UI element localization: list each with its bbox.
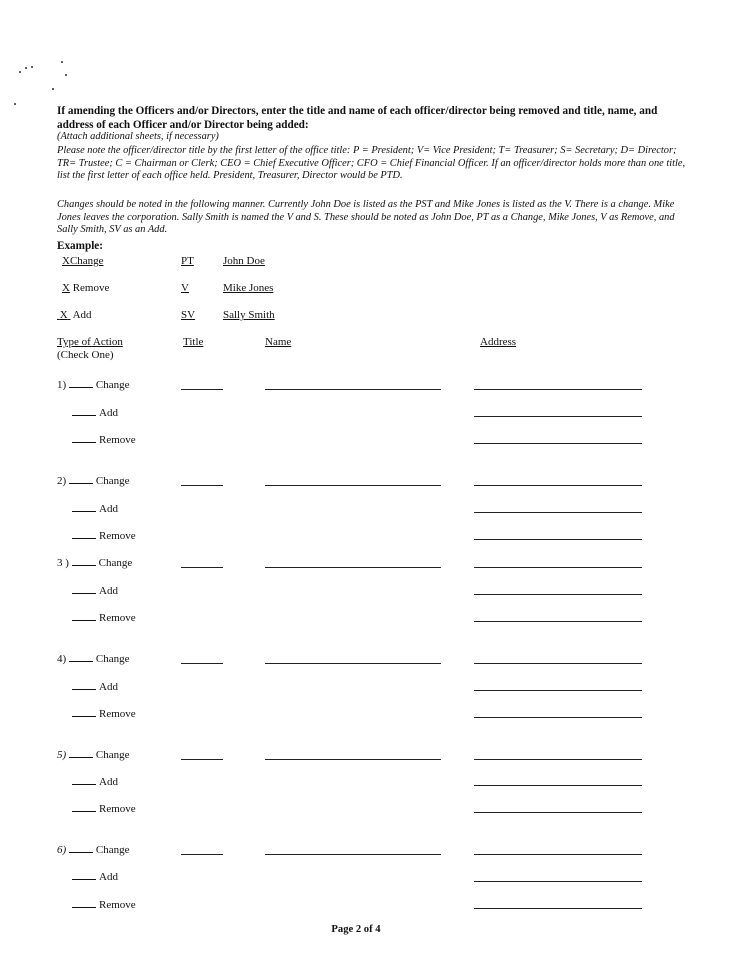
entry-number: 6) (57, 844, 67, 856)
change-checkbox-blank[interactable] (72, 555, 96, 566)
title-field[interactable] (181, 485, 223, 486)
scan-speck (25, 67, 27, 69)
example-row-add (57, 309, 92, 321)
change-label: Change (95, 475, 130, 487)
entry-number: 3 ) (57, 557, 69, 569)
scan-speck (52, 88, 54, 90)
entry-add-row (72, 679, 118, 693)
example-check-mark: X (62, 282, 70, 294)
header-address: Address (480, 336, 517, 348)
entry-number: 2) (57, 475, 67, 487)
scan-speck (65, 74, 67, 76)
change-checkbox-blank[interactable] (69, 651, 93, 662)
address-field-line-1[interactable] (474, 854, 642, 855)
name-field[interactable] (265, 485, 441, 486)
address-field-line-3[interactable] (474, 539, 642, 540)
add-label: Add (99, 585, 118, 597)
entry-remove-row (72, 706, 136, 720)
change-checkbox-blank[interactable] (69, 473, 93, 484)
entry-number: 5) (57, 749, 67, 761)
add-label: Add (99, 776, 118, 788)
remove-checkbox-blank[interactable] (72, 528, 96, 539)
example-label: Example: (57, 240, 103, 252)
change-label: Change (95, 749, 130, 761)
page-number: Page 2 of 4 (331, 924, 381, 935)
address-field-line-1[interactable] (474, 759, 642, 760)
address-field-line-2[interactable] (474, 512, 642, 513)
remove-label: Remove (99, 803, 136, 815)
address-field-line-2[interactable] (474, 690, 642, 691)
remove-checkbox-blank[interactable] (72, 706, 96, 717)
example-row-remove (62, 282, 109, 294)
remove-checkbox-blank[interactable] (72, 432, 96, 443)
address-field-line-1[interactable] (474, 567, 642, 568)
header-name: Name (265, 336, 292, 348)
add-checkbox-blank[interactable] (72, 774, 96, 785)
name-field[interactable] (265, 389, 441, 390)
entry-add-row (72, 869, 118, 883)
address-field-line-1[interactable] (474, 485, 642, 486)
address-field-line-3[interactable] (474, 717, 642, 718)
entry-remove-row (72, 528, 136, 542)
changes-instruction-note: Changes should be noted in the following manner. Currently John Doe is listed as the PST and Mike Jones is listed as the V. There is a change. Mike Jones leaves the corporation. Sally Smith is named the V and S. These should be noted as John Doe, PT as a Change, Mike Jones, V as Remove, and Sally Smith, SV as an Add. (57, 199, 675, 236)
change-label: Change (95, 379, 130, 391)
add-label: Add (99, 407, 118, 419)
entry-remove-row (72, 610, 136, 624)
entry-change-row (57, 473, 130, 487)
add-checkbox-blank[interactable] (72, 501, 96, 512)
address-field-line-1[interactable] (474, 663, 642, 664)
add-checkbox-blank[interactable] (72, 679, 96, 690)
title-field[interactable] (181, 567, 223, 568)
header-check-one: (Check One) (57, 349, 114, 361)
example-title: SV (181, 309, 196, 321)
instructions-heading: If amending the Officers and/or Directors, enter the title and name of each officer/director being removed and title, name, and address of each Officer and/or Director being added: (57, 105, 658, 131)
example-title: V (181, 282, 189, 294)
title-field[interactable] (181, 759, 223, 760)
title-abbreviation-note: Please note the officer/director title by the first letter of the office title: P = President; V= Vice President; T= Treasurer; S= Secretary; D= Director; TR= Trustee; C = Chairman or Clerk; CEO = Chief Executive Officer; CFO = Chief Financial Officer. If an officer/director holds more than one title, list the first letter of each office held. President, Treasurer, Director would be PTD. (57, 145, 686, 182)
address-field-line-3[interactable] (474, 812, 642, 813)
example-row-change (62, 255, 104, 267)
scan-speck (19, 71, 21, 73)
remove-label: Remove (99, 530, 136, 542)
entry-change-row (57, 651, 130, 665)
change-label: Change (95, 653, 130, 665)
header-title: Title (183, 336, 204, 348)
remove-label: Remove (99, 708, 136, 720)
entry-change-row (57, 747, 130, 761)
address-field-line-2[interactable] (474, 881, 642, 882)
example-check-mark: X (62, 255, 70, 267)
scan-speck (14, 103, 16, 105)
remove-checkbox-blank[interactable] (72, 610, 96, 621)
example-action: Remove (72, 282, 110, 294)
entry-remove-row (72, 432, 136, 446)
address-field-line-3[interactable] (474, 908, 642, 909)
title-field[interactable] (181, 663, 223, 664)
entry-add-row (72, 501, 118, 515)
remove-label: Remove (99, 434, 136, 446)
address-field-line-2[interactable] (474, 416, 642, 417)
change-label: Change (95, 844, 130, 856)
entry-number: 1) (57, 379, 67, 391)
example-name: John Doe (223, 255, 265, 267)
header-type-of-action: Type of Action (57, 336, 123, 348)
add-label: Add (99, 681, 118, 693)
address-field-line-1[interactable] (474, 389, 642, 390)
entry-change-row (57, 842, 130, 856)
entry-add-row (72, 405, 118, 419)
entry-add-row (72, 774, 118, 788)
name-field[interactable] (265, 567, 441, 568)
add-checkbox-blank[interactable] (72, 869, 96, 880)
remove-label: Remove (99, 612, 136, 624)
name-field[interactable] (265, 663, 441, 664)
scan-speck (31, 66, 33, 68)
address-field-line-2[interactable] (474, 785, 642, 786)
remove-label: Remove (99, 899, 136, 911)
name-field[interactable] (265, 854, 441, 855)
scan-speck (61, 61, 63, 63)
address-field-line-3[interactable] (474, 443, 642, 444)
change-label: Change (98, 557, 133, 569)
entry-remove-row (72, 897, 136, 911)
example-title: PT (181, 255, 194, 267)
add-checkbox-blank[interactable] (72, 405, 96, 416)
title-field[interactable] (181, 854, 223, 855)
example-name: Mike Jones (223, 282, 274, 294)
change-checkbox-blank[interactable] (69, 747, 93, 758)
change-checkbox-blank[interactable] (69, 842, 93, 853)
name-field[interactable] (265, 759, 441, 760)
change-checkbox-blank[interactable] (69, 377, 93, 388)
address-field-line-3[interactable] (474, 621, 642, 622)
example-action: Add (72, 309, 92, 321)
entry-change-row (57, 377, 130, 391)
example-action: Change (69, 255, 104, 267)
entry-number: 4) (57, 653, 67, 665)
title-field[interactable] (181, 389, 223, 390)
example-name: Sally Smith (223, 309, 275, 321)
entry-add-row (72, 583, 118, 597)
add-label: Add (99, 871, 118, 883)
add-label: Add (99, 503, 118, 515)
example-check-mark: X (59, 309, 68, 321)
entry-change-row (57, 555, 132, 569)
entry-remove-row (72, 801, 136, 815)
address-field-line-2[interactable] (474, 594, 642, 595)
remove-checkbox-blank[interactable] (72, 897, 96, 908)
add-checkbox-blank[interactable] (72, 583, 96, 594)
remove-checkbox-blank[interactable] (72, 801, 96, 812)
attach-sheets-note: (Attach additional sheets, if necessary) (57, 131, 219, 142)
